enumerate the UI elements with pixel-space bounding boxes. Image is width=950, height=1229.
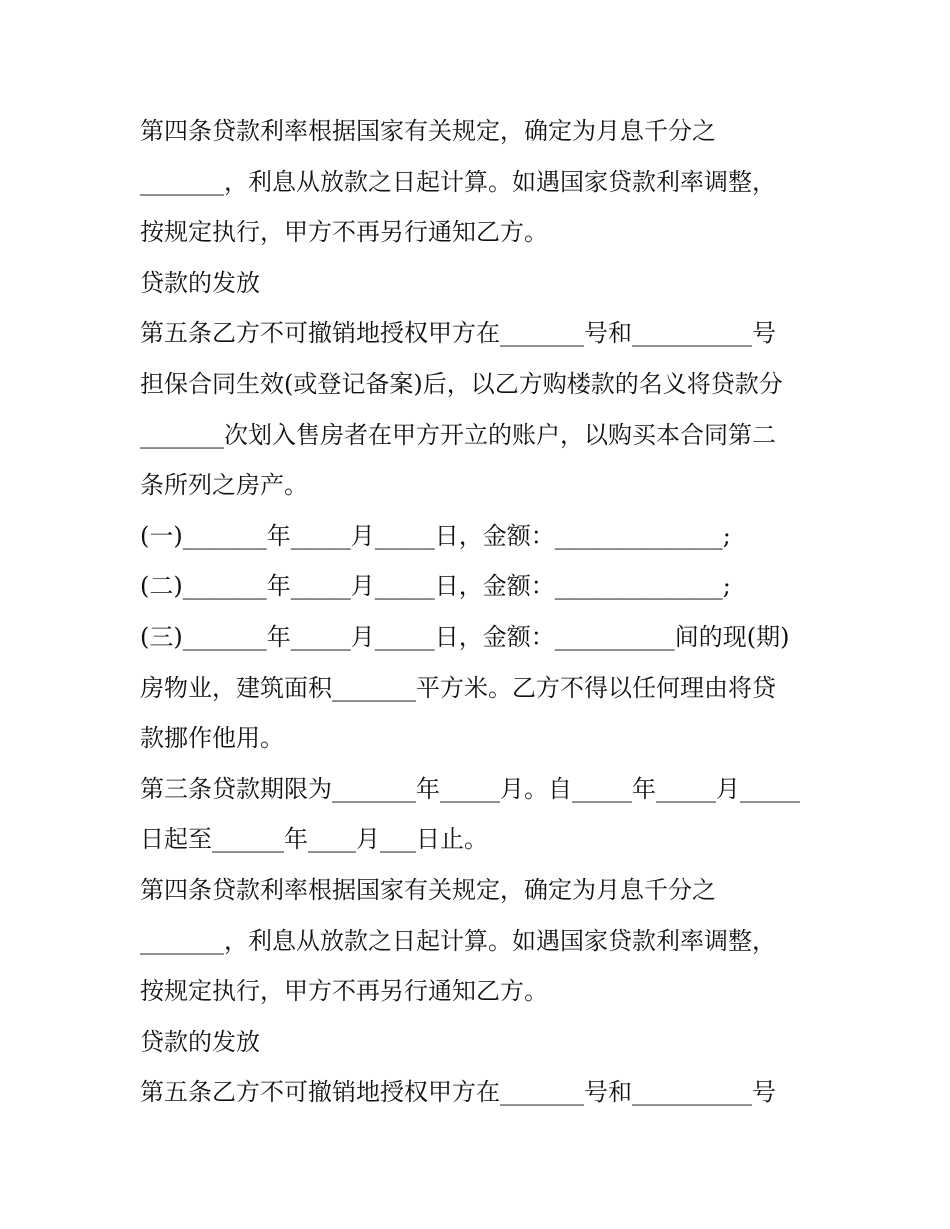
text-line: 按规定执行，甲方不再另行通知乙方。 bbox=[140, 218, 548, 247]
installment-line-3: (三)_______年_____月_____日，金额：__________间的现(期) bbox=[140, 622, 790, 651]
text-line: 担保合同生效(或登记备案)后，以乙方购楼款的名义将贷款分 bbox=[140, 369, 783, 398]
text-line: 第四条贷款利率根据国家有关规定，确定为月息千分之 bbox=[140, 875, 716, 904]
text-line: 第四条贷款利率根据国家有关规定，确定为月息千分之 bbox=[140, 117, 716, 145]
text-line: 第五条乙方不可撤销地授权甲方在_______号和__________号 bbox=[140, 319, 776, 348]
text-line: 按规定执行，甲方不再另行通知乙方。 bbox=[140, 977, 548, 1006]
text-line: _______次划入售房者在甲方开立的账户，以购买本合同第二 bbox=[140, 420, 776, 449]
text-line: 日起至______年____月___日止。 bbox=[140, 825, 488, 854]
section-heading: 贷款的发放 bbox=[140, 268, 260, 297]
text-line: 房物业，建筑面积_______平方米。乙方不得以任何理由将贷 bbox=[140, 673, 776, 702]
text-line: _______，利息从放款之日起计算。如遇国家贷款利率调整， bbox=[140, 926, 776, 955]
text-line: 第三条贷款期限为_______年_____月。自_____年_____月_____ bbox=[140, 774, 800, 803]
installment-line-1: (一)_______年_____月_____日，金额：______________; bbox=[140, 521, 731, 550]
installment-line-2: (二)_______年_____月_____日，金额：______________; bbox=[140, 572, 731, 601]
contract-text-body bbox=[140, 106, 820, 1118]
text-line: _______，利息从放款之日起计算。如遇国家贷款利率调整， bbox=[140, 167, 776, 196]
text-line: 条所列之房产。 bbox=[140, 471, 308, 500]
section-heading: 贷款的发放 bbox=[140, 1027, 260, 1056]
text-line: 款挪作他用。 bbox=[140, 724, 284, 753]
text-line: 第五条乙方不可撤销地授权甲方在_______号和__________号 bbox=[140, 1078, 776, 1107]
